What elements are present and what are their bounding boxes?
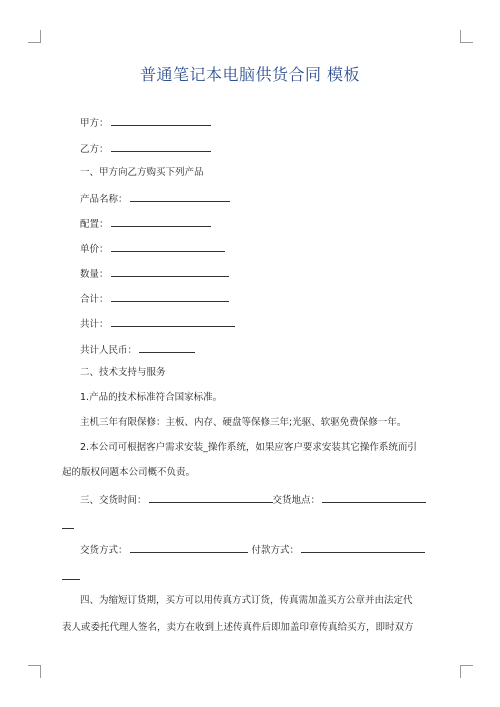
delivery-method-line — [80, 542, 425, 558]
party-a-line — [80, 115, 211, 131]
total-rmb-line — [80, 342, 195, 358]
product-name-blank[interactable] — [130, 191, 230, 202]
corner-mark-top-left — [28, 30, 41, 43]
party-a-label: 甲方： — [80, 118, 109, 129]
corner-mark-bottom-right — [460, 665, 473, 678]
paragraph-fax-line-1: 四、为缩短订货期，买方可以用传真方式订货，传真需加盖买方公章并由法定代 — [80, 595, 413, 606]
delivery-place-blank[interactable] — [322, 492, 426, 503]
continuation-blank-2 — [62, 579, 80, 580]
party-b-label: 乙方： — [80, 144, 109, 155]
product-name-label: 产品名称： — [80, 194, 128, 205]
delivery-method-label: 交货方式： — [80, 545, 128, 556]
subtotal-blank[interactable] — [111, 291, 229, 302]
corner-mark-bottom-left — [28, 665, 41, 678]
paragraph-os-line-1: 2.本公司可根据客户需求安装_操作系统，如果应客户要求安装其它操作系统而引 — [80, 442, 417, 453]
delivery-method-blank[interactable] — [130, 542, 248, 553]
total-blank[interactable] — [111, 316, 235, 327]
total-rmb-blank[interactable] — [139, 342, 195, 353]
continuation-blank-1 — [62, 528, 74, 529]
subtotal-line — [80, 291, 229, 307]
unit-price-line — [80, 241, 225, 257]
delivery-time-line — [80, 492, 426, 508]
delivery-place-label: 交货地点： — [272, 495, 321, 506]
paragraph-tech-standard: 1.产品的技术标准符合国家标准。 — [80, 392, 223, 403]
section-1-heading: 一、甲方向乙方购买下列产品 — [80, 167, 204, 178]
config-label: 配置： — [80, 219, 109, 230]
party-b-line — [80, 141, 211, 157]
config-line — [80, 216, 211, 232]
total-label: 共计： — [80, 319, 109, 330]
payment-method-blank[interactable] — [301, 542, 425, 553]
party-b-blank[interactable] — [111, 141, 211, 152]
quantity-blank[interactable] — [111, 266, 229, 277]
quantity-label: 数量： — [80, 269, 109, 280]
party-a-blank[interactable] — [111, 115, 211, 126]
unit-price-label: 单价： — [80, 244, 109, 255]
corner-mark-top-right — [460, 30, 473, 43]
unit-price-blank[interactable] — [111, 241, 225, 252]
product-name-line — [80, 191, 230, 207]
delivery-time-blank[interactable] — [149, 492, 273, 503]
quantity-line — [80, 266, 229, 282]
config-blank[interactable] — [111, 216, 211, 227]
total-line — [80, 316, 235, 332]
paragraph-warranty: 主机三年有限保修：主板、内存、硬盘等保修三年;光驱、软驱免费保修一年。 — [80, 417, 407, 428]
payment-method-label: 付款方式： — [251, 545, 300, 556]
paragraph-fax-line-2: 表人或委托代理人签名，卖方在收到上述传真件后即加盖印章传真给买方，即时双方 — [62, 622, 414, 633]
section-2-heading: 二、技术支持与服务 — [80, 367, 166, 378]
total-rmb-label: 共计人民币： — [80, 345, 138, 356]
subtotal-label: 合计： — [80, 294, 109, 305]
page-title: 普通笔记本电脑供货合同 模板 — [139, 65, 361, 84]
delivery-time-label: 三、交货时间： — [80, 495, 147, 506]
paragraph-os-line-2: 起的版权问题本公司概不负责。 — [62, 467, 196, 478]
